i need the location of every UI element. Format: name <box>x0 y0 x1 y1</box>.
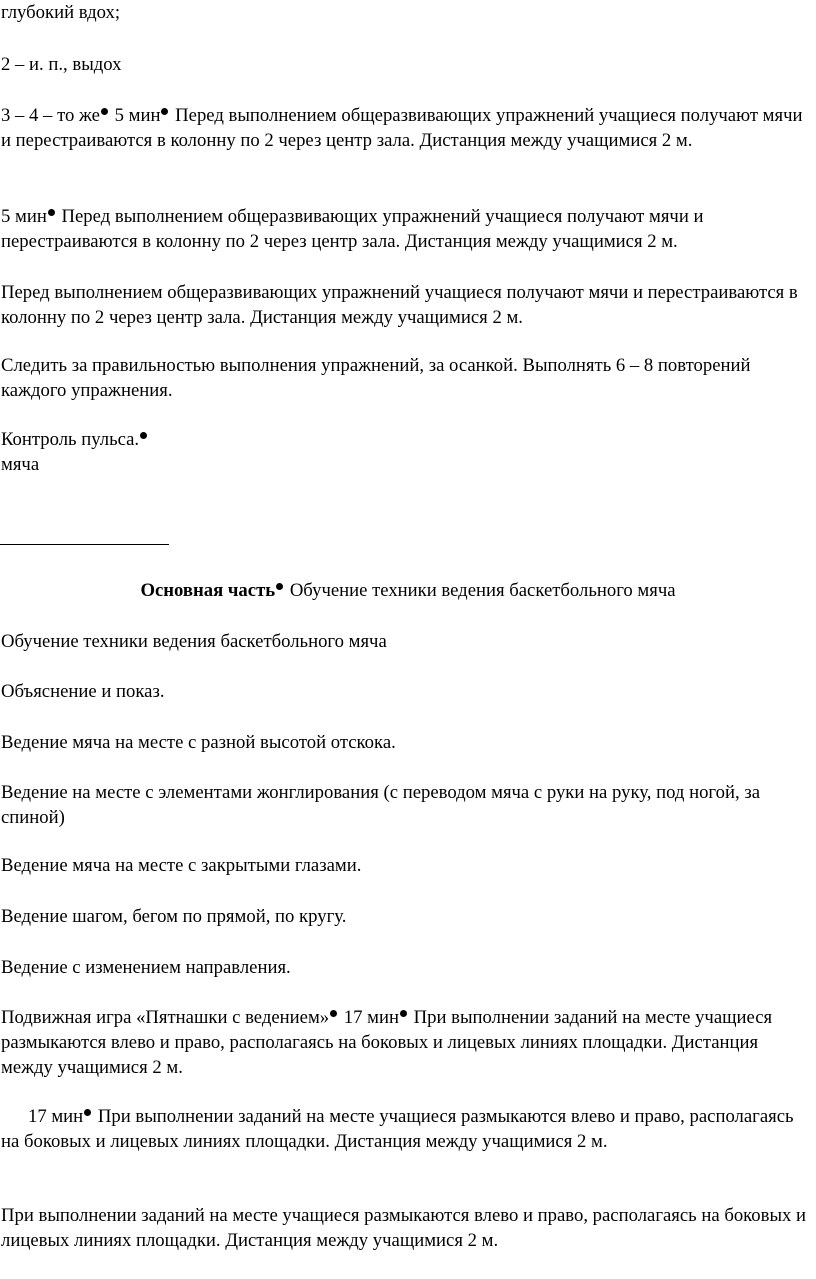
paragraph-7 <box>1 427 813 477</box>
paragraph-11 <box>1 780 813 830</box>
text: Ведение мяча на месте с закрытыми глазами. <box>1 855 362 876</box>
bullet-icon <box>101 108 108 115</box>
text: 2 – и. п., выдох <box>1 54 122 75</box>
paragraph-3 <box>1 103 813 153</box>
text: Контроль пульса. <box>1 429 140 450</box>
text: При выполнении заданий на месте учащиеся размыкаются влево и право, располагаясь на боковых и лицевых линиях площадки. Дистанция между учащимися 2 м. <box>1 1106 794 1152</box>
text: Ведение шагом, бегом по прямой, по кругу. <box>1 906 347 927</box>
text: Ведение с изменением направления. <box>1 957 291 978</box>
text: Обучение техники ведения баскетбольного мяча <box>285 580 676 601</box>
bullet-icon <box>330 1010 337 1017</box>
text: Объяснение и показ. <box>1 681 165 702</box>
text: Ведение мяча на месте с разной высотой отскока. <box>1 732 396 753</box>
text: 17 мин <box>339 1007 399 1028</box>
text: Обучение техники ведения баскетбольного мяча <box>1 631 387 652</box>
paragraph-16 <box>1 1104 813 1154</box>
paragraph-14 <box>1 955 813 980</box>
paragraph-9 <box>1 679 813 704</box>
text: 17 мин <box>28 1106 84 1127</box>
bullet-icon <box>400 1010 407 1017</box>
text: 5 мин <box>1 206 47 227</box>
bullet-icon <box>140 432 147 439</box>
paragraph-6 <box>1 353 813 403</box>
text: 3 – 4 – то же <box>1 105 100 126</box>
paragraph-13 <box>1 904 813 929</box>
text: Перед выполнением общеразвивающих упражнений учащиеся получают мячи и перестраиваются в колонну по 2 через центр зала. Дистанция между учащимися 2 м. <box>1 105 803 151</box>
text: Перед выполнением общеразвивающих упражнений учащиеся получают мячи и перестраиваются в колонну по 2 через центр зала. Дистанция между учащимися 2 м. <box>1 206 704 252</box>
text: При выполнении заданий на месте учащиеся размыкаются влево и право, располагаясь на боковых и лицевых линиях площадки. Дистанция между учащимися 2 м. <box>1 1205 807 1251</box>
section-heading <box>0 578 816 603</box>
text-line-1 <box>1 0 813 25</box>
text: При выполнении заданий на месте учащиеся размыкаются влево и право, располагаясь на боковых и лицевых линиях площадки. Дистанция между учащимися 2 м. <box>1 1007 773 1078</box>
text: Ведение на месте с элементами жонглирования (с переводом мяча с руки на руку, под ногой, за спиной) <box>1 782 760 828</box>
paragraph-5 <box>1 280 813 330</box>
heading-bold: Основная часть <box>140 580 276 601</box>
text: мяча <box>1 454 40 475</box>
paragraph-15 <box>1 1005 813 1080</box>
paragraph-4 <box>1 204 813 254</box>
text-line-2 <box>1 52 813 77</box>
paragraph-17 <box>1 1203 813 1253</box>
paragraph-10 <box>1 730 813 755</box>
text: Следить за правильностью выполнения упражнений, за осанкой. Выполнять 6 – 8 повторений каждого упражнения. <box>1 355 751 401</box>
bullet-icon <box>276 583 283 590</box>
text: глубокий вдох; <box>1 2 121 23</box>
paragraph-8 <box>1 629 813 654</box>
bullet-icon <box>161 108 168 115</box>
bullet-icon <box>84 1109 91 1116</box>
text: Подвижная игра «Пятнашки с ведением» <box>1 1007 330 1028</box>
separator-line <box>0 544 169 545</box>
text: Перед выполнением общеразвивающих упражнений учащиеся получают мячи и перестраиваются в колонну по 2 через центр зала. Дистанция между учащимися 2 м. <box>1 282 798 328</box>
bullet-icon <box>48 209 55 216</box>
text: 5 мин <box>109 105 161 126</box>
paragraph-12 <box>1 853 813 878</box>
